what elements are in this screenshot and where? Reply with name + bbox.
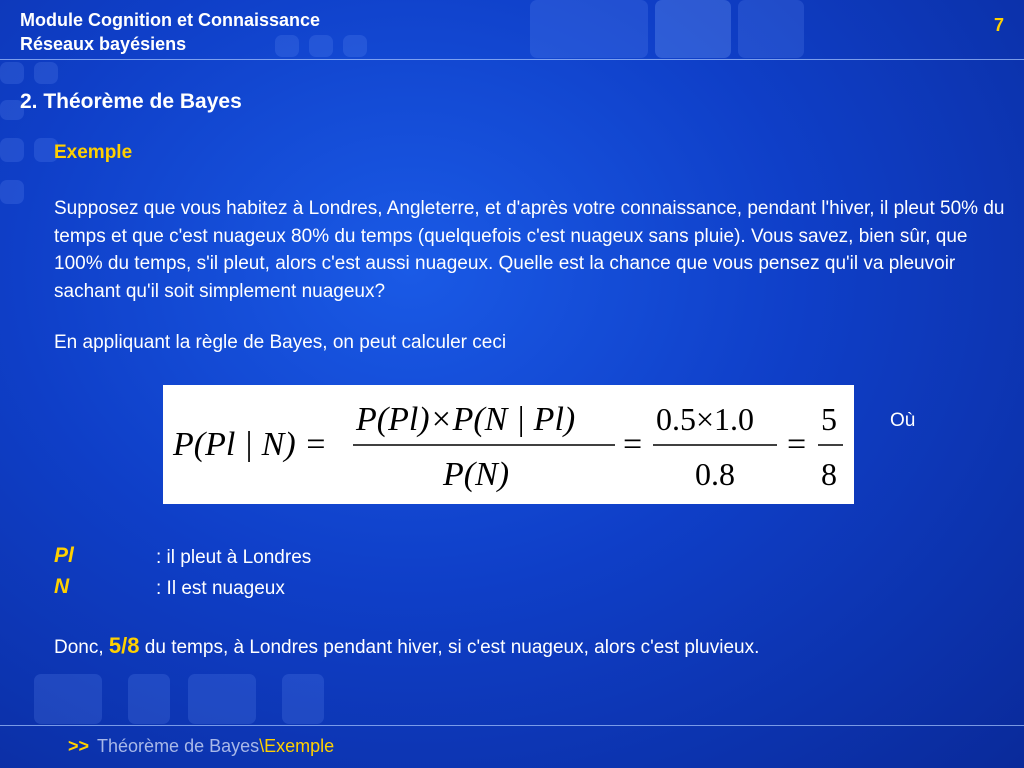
module-title-line-1: Module Cognition et Connaissance [20,10,321,30]
decorative-square [34,674,102,724]
applying-text: En appliquant la règle de Bayes, on peut calculer ceci [54,332,507,353]
formula-svg [163,385,854,504]
breadcrumb-item-bayes[interactable]: Théorème de Bayes [97,736,260,756]
section-title: 2. Théorème de Bayes [20,90,242,113]
conclusion-fraction: 5/8 [108,633,140,658]
page-number: 7 [993,15,1004,35]
header-divider [0,59,1024,60]
module-title [20,8,320,56]
decorative-square [282,674,324,724]
example-paragraph: Supposez que vous habitez à Londres, Angleterre, et d'après votre connaissance, pendant l'hiver, il pleut 50% du temps et que c'est nuageux 80% du temps (quelquefois c'est nuageux sans pluie). Vous savez, bien sûr, que 100% du temps, s'il pleut, alors c'est aussi nuageux. Quelle est la chance que vous pensez qu'il va pleuvoir sachant qu'il soit simplement nuageux? [54,198,1005,302]
formula-numeric-numerator: 0.5×1.0 [656,401,755,437]
formula-result-denominator: 8 [821,456,837,492]
formula-numeric-denominator: 0.8 [695,456,735,492]
formula-denominator: P(N) [443,456,510,493]
decorative-square [343,35,367,57]
conclusion-prefix: Donc, [54,637,109,658]
subtitle-example: Exemple [54,142,133,163]
formula-lhs: P(Pl | N) = [173,426,328,463]
module-title-line-2: Réseaux bayésiens [20,34,187,54]
footer-divider [0,725,1024,726]
conclusion-suffix: du temps, à Londres pendant hiver, si c'est nuageux, alors c'est pluvieux. [139,637,760,658]
decorative-square [34,62,58,84]
definition-symbol: Pl [54,544,74,567]
decorative-square [530,0,648,58]
definition-text: : il pleut à Londres [156,547,312,568]
definition-text: : Il est nuageux [156,578,285,599]
breadcrumb-arrow-icon: >> [68,736,90,756]
breadcrumb-current: Exemple [264,736,335,756]
decorative-square [188,674,256,724]
formula-equals-2: = [787,426,807,463]
breadcrumb-separator: \ [259,736,265,756]
conclusion [54,633,759,659]
definition-symbol: N [54,575,70,598]
footer-breadcrumb [68,736,334,757]
decorative-square [738,0,804,58]
ou-label: Où [890,410,916,431]
formula-result-numerator: 5 [821,401,837,437]
decorative-square [655,0,731,58]
decorative-square [0,180,24,204]
decorative-square [0,62,24,84]
formula-numerator: P(Pl)×P(N | Pl) [356,401,576,438]
decorative-square [0,138,24,162]
formula-equals-1: = [623,426,643,463]
bayes-formula [163,385,854,504]
decorative-square [128,674,170,724]
